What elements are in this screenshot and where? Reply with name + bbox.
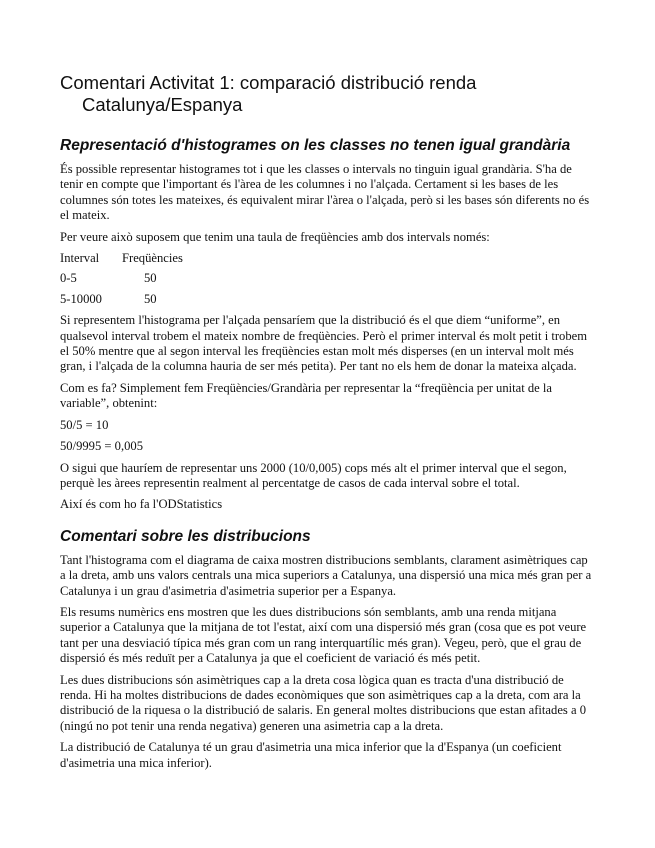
section-distributions — [60, 527, 595, 771]
frequency-table — [60, 251, 595, 307]
calculation-line: 50/9995 = 0,005 — [60, 439, 144, 454]
section-heading-histograms: Representació d'histogrames on les classes no tenen igual grandària — [60, 137, 571, 154]
paragraph: Tant l'histograma com el diagrama de caixa mostren distribucions semblants, clarament asimètriques cap a la dreta, amb uns valors centrals una mica superiors a Catalunya, una dispersió una mica més gran per a Catalunya i un grau d'asimetria d'asimetria superior per a Espanya. — [60, 552, 592, 598]
frequency-table-header — [60, 251, 595, 266]
paragraph: Així és com ho fa l'ODStatistics — [60, 497, 223, 512]
cell-interval: 5-10000 — [60, 291, 102, 306]
paragraph: Les dues distribucions són asimètriques cap a la dreta cosa lògica quan es tracta d'una distribució de renda. Hi ha moltes distribucions de dades econòmiques que son asimètriques cap a la dreta, com ara la distribució de la riquesa o la distribució de salaris. En general moltes distribucions que estan afitades a 0 (ningú no pot tenir una renda negativa) generen una asimetria cap a la dreta. — [60, 672, 586, 733]
calculation-line: 50/5 = 10 — [60, 417, 109, 432]
paragraph: La distribució de Catalunya té un grau d'asimetria una mica inferior que la d'Espanya (un coeficient d'asimetria una mica inferior). — [60, 740, 562, 770]
paragraph: Si representem l'histograma per l'alçada pensaríem que la distribució és el que diem “uniforme”, en qualsevol interval trobem el mateix nombre de freqüències. Però el primer interval és molt petit i trobem el 50% mentre que al segon interval les freqüències estan molt més disperses (en un interval molt més gran, i l'alçada de la columna hauria de ser més petita). Per tant no els hem de donar la mateixa alçada. — [60, 313, 588, 374]
section-histograms — [60, 136, 595, 513]
cell-frequency: 50 — [144, 271, 157, 286]
column-header-frequencies: Freqüències — [122, 251, 183, 266]
section-heading-distributions: Comentari sobre les distribucions — [60, 527, 311, 545]
page-title: Comentari Activitat 1: comparació distribució renda Catalunya/Espanya — [60, 72, 477, 115]
document-page — [60, 72, 595, 777]
paragraph: És possible representar histogrames tot i que les classes o intervals no tinguin igual grandària. S'ha de tenir en compte que l'important és l'àrea de les columnes i no l'alçada. Certament si les bases de les columnes són totes les mateixes, és equivalent mirar l'àrea o l'alçada, però si les bases són diferents no és el mateix. — [60, 162, 590, 223]
paragraph: Com es fa? Simplement fem Freqüències/Grandària per representar la “freqüència per unitat de la variable”, obtenint: — [60, 380, 552, 411]
paragraph: Els resums numèrics ens mostren que les dues distribucions són semblants, amb una renda mitjana superior a Catalunya que la mitjana de tot l'estat, així com una dispersió més gran (cosa que es pot veure tant per una desviació típica més gran com un rang interquartílic més gran). Vegeu, però, que el grau de dispersió és més reduït per a Catalunya ja que el coeficient de variació és més petit. — [60, 604, 587, 666]
paragraph: Per veure això suposem que tenim una taula de freqüències amb dos intervals només: — [60, 229, 490, 244]
column-header-interval: Interval — [60, 251, 100, 266]
cell-interval: 0-5 — [60, 271, 77, 286]
table-row — [60, 271, 595, 286]
cell-frequency: 50 — [144, 291, 157, 306]
table-row — [60, 292, 595, 307]
paragraph: O sigui que hauríem de representar uns 2000 (10/0,005) cops més alt el primer interval que el segon, perquè les àrees representin realment al percentatge de casos de cada interval sobre el total. — [60, 460, 567, 490]
